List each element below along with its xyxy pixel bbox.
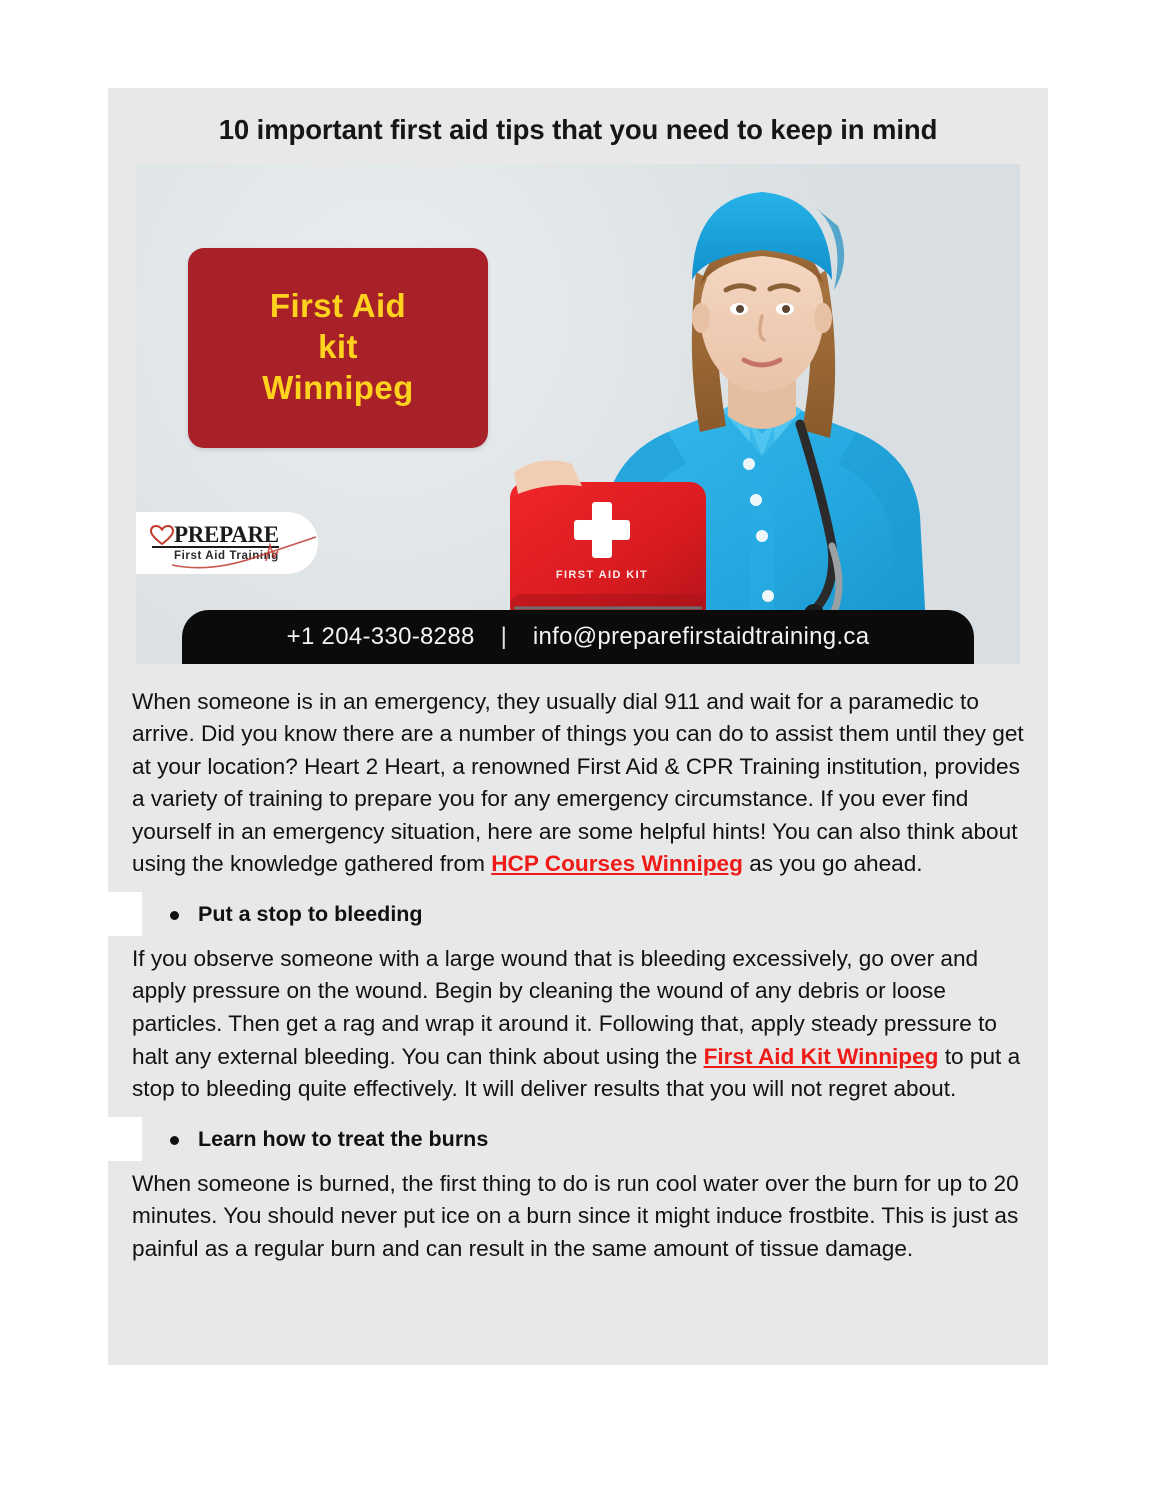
- button: [743, 458, 755, 470]
- intro-text-after: as you go ahead.: [742, 851, 923, 877]
- article-body: [108, 664, 1048, 1266]
- contact-phone: +1 204-330-8288: [286, 622, 475, 650]
- section-text-before: When someone is burned, the first thing to do is run cool water over the burn for up to 20 minutes. You should never put ice on a burn since it might induce frostbite. This is just as painful as a regular burn and can result in the same amount of tissue damage.: [132, 1170, 1019, 1261]
- brand-logo: [136, 512, 318, 574]
- section-heading-text: Put a stop to bleeding: [198, 901, 423, 926]
- section-heading-burns: [132, 1124, 1024, 1154]
- ear-right: [814, 303, 832, 333]
- bullet-notch: [108, 1117, 142, 1161]
- button: [750, 494, 762, 506]
- promo-line-2: kit: [318, 328, 358, 366]
- promo-badge: [188, 248, 488, 448]
- heart-icon: [150, 525, 174, 549]
- intro-paragraph: [132, 686, 1024, 881]
- pupil-left: [736, 305, 744, 313]
- pupil-right: [782, 305, 790, 313]
- document-page: [108, 88, 1048, 1365]
- hero-image: [136, 164, 1020, 664]
- contact-separator: |: [500, 622, 507, 650]
- logo-wordmark: PREPARE: [152, 523, 279, 548]
- button: [756, 530, 768, 542]
- section-paragraph-bleeding: [132, 943, 1024, 1106]
- first-aid-kit: [510, 482, 706, 622]
- contact-bar: [182, 610, 974, 664]
- logo-tagline: First Aid Training: [174, 549, 279, 562]
- section-paragraph-burns: [132, 1168, 1024, 1266]
- section-heading-text: Learn how to treat the burns: [198, 1126, 489, 1151]
- bullet-dot-icon: [170, 1136, 179, 1145]
- section-text-after: to put a stop to bleeding quite effectively. It will deliver results that you will not regret about.: [132, 1043, 1021, 1102]
- page-title: 10 important first aid tips that you need to keep in mind: [218, 114, 938, 145]
- nurse-photo: [500, 164, 1020, 664]
- button: [762, 590, 774, 602]
- link-first-aid-kit-winnipeg[interactable]: First Aid Kit Winnipeg: [703, 1043, 939, 1069]
- intro-text-before: When someone is in an emergency, they usually dial 911 and wait for a paramedic to arrive. Did you know there are a number of things you can do to assist them until they get at your location? Heart 2 Heart, a renowned First Aid & CPR Training institution, provides a variety of training to prepare you for any emergency circumstance. If you ever find yourself in an emergency situation, here are some helpful hints! You can also think about using the knowledge gathered from: [132, 688, 1024, 877]
- section-text-before: If you observe someone with a large wound that is bleeding excessively, go over and apply pressure on the wound. Begin by cleaning the wound of any debris or loose particles. Then get a rag and wrap it around it. Following that, apply steady pressure to halt any external bleeding. You can think about using the: [132, 945, 997, 1069]
- bullet-dot-icon: [170, 911, 179, 920]
- bullet-notch: [108, 892, 142, 936]
- link-hcp-courses-winnipeg[interactable]: HCP Courses Winnipeg: [491, 851, 743, 877]
- promo-line-1: First Aid: [269, 287, 407, 325]
- ear-left: [692, 303, 710, 333]
- contact-email: info@preparefirstaidtraining.ca: [532, 622, 870, 650]
- promo-line-3: Winnipeg: [262, 369, 414, 407]
- nurse-illustration: [500, 164, 1020, 664]
- kit-label: FIRST AID KIT: [555, 568, 649, 581]
- section-heading-bleeding: [132, 899, 1024, 929]
- logo-inner: [152, 523, 279, 563]
